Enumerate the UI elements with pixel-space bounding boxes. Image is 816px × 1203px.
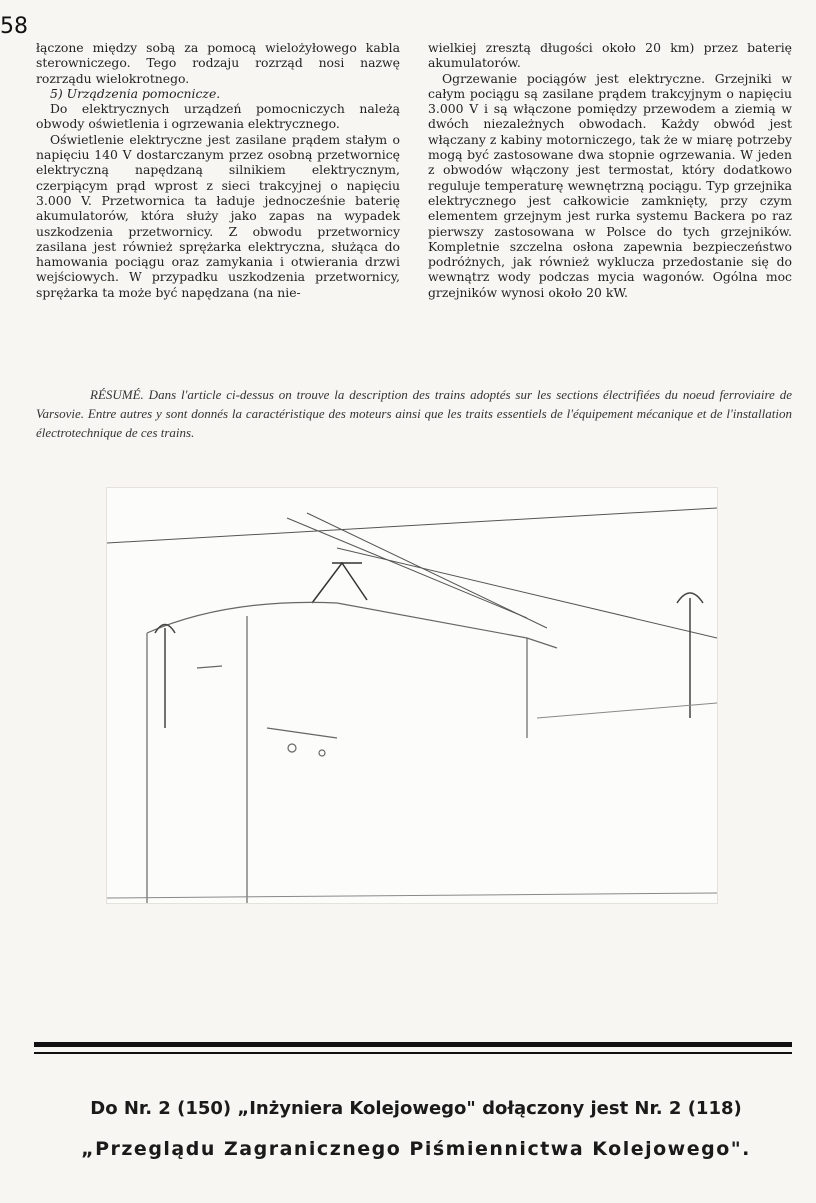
paragraph: Do elektrycznych urządzeń pomocniczych należą obwody oświetlenia i ogrzewania elektrycznego. <box>36 101 400 132</box>
divider-thin <box>34 1052 792 1054</box>
paragraph: wielkiej zresztą długości około 20 km) przez baterię akumulatorów. <box>428 40 792 71</box>
paragraph: łączone między sobą za pomocą wielożyłowego kabla sterowniczego. Tego rodzaju rozrząd nosi nazwę rozrządu wielokrotnego. <box>36 40 400 86</box>
footer-announcement: Do Nr. 2 (150) „Inżyniera Kolejowego" dołączony jest Nr. 2 (118) <box>90 1098 742 1119</box>
article-body <box>36 40 792 358</box>
paragraph: Ogrzewanie pociągów jest elektryczne. Grzejniki w całym pociągu są zasilane prądem trakcyjnym o napięciu 3.000 V i są włączone pomiędzy przewodem a ziemią w dwóch niezależnych obwodach. Każdy obwód jest włączany z kabiny motorniczego, tak że w miarę potrzeby mogą być zastosowane dwa stopnie ogrzewania. W jeden z obwodów włączony jest termostat, który dodatkowo reguluje temperaturę wewnętrzną pociągu. Typ grzejnika elektrycznego jest całkowicie zamknięty, przy czym elementem grzejnym jest rurka systemu Backera po raz pierwszy zastosowana w Polsce do tych grzejników. Kompletnie szczelna osłona zapewnia bezpieczeństwo podróżnych, jak również wyklucza przedostanie się do wewnątrz wody podczas mycia wagonów. Ogólna moc grzejników wynosi około 20 kW. <box>428 70 792 300</box>
electric-train-photo-icon <box>107 488 717 903</box>
train-photograph <box>106 487 718 904</box>
footer-announcement-title: „Przeglądu Zagranicznego Piśmiennictwa Kolejowego". <box>81 1138 751 1160</box>
right-column <box>428 40 792 358</box>
paragraph: Oświetlenie elektryczne jest zasilane prądem stałym o napięciu 140 V dostarczanym przez osobną przetwornicę elektryczną napędzaną silnikiem elektrycznym, czerpiącym prąd wprost z sieci trakcyjnej o napięciu 3.000 V. Przetwornica ta ładuje jednocześnie baterię akumulatorów, która służy jako zapas na wypadek uszkodzenia przetwornicy. Z obwodu przetwornicy zasilana jest również sprężarka elektryczna, służąca do hamowania pociągu oraz zamykania i otwierania drzwi wejściowych. W przypadku uszkodzenia przetwornicy, sprężarka ta może być napędzana (na nie- <box>36 131 400 300</box>
divider-thick <box>34 1042 792 1047</box>
section-heading: 5) Urządzenia pomocnicze. <box>50 85 221 101</box>
page-number: 58 <box>0 14 28 39</box>
resume-summary: RÉSUMÉ. Dans l'article ci-dessus on trouve la description des trains adoptés sur les sections électrifiées du noeud ferroviaire de Varsovie. Entre autres y sont donnés la caractéristique des moteurs ainsi que les traits essentiels de l'équipement mécanique et de l'installation électrotechnique de ces trains. <box>36 387 792 440</box>
left-column <box>36 40 400 358</box>
